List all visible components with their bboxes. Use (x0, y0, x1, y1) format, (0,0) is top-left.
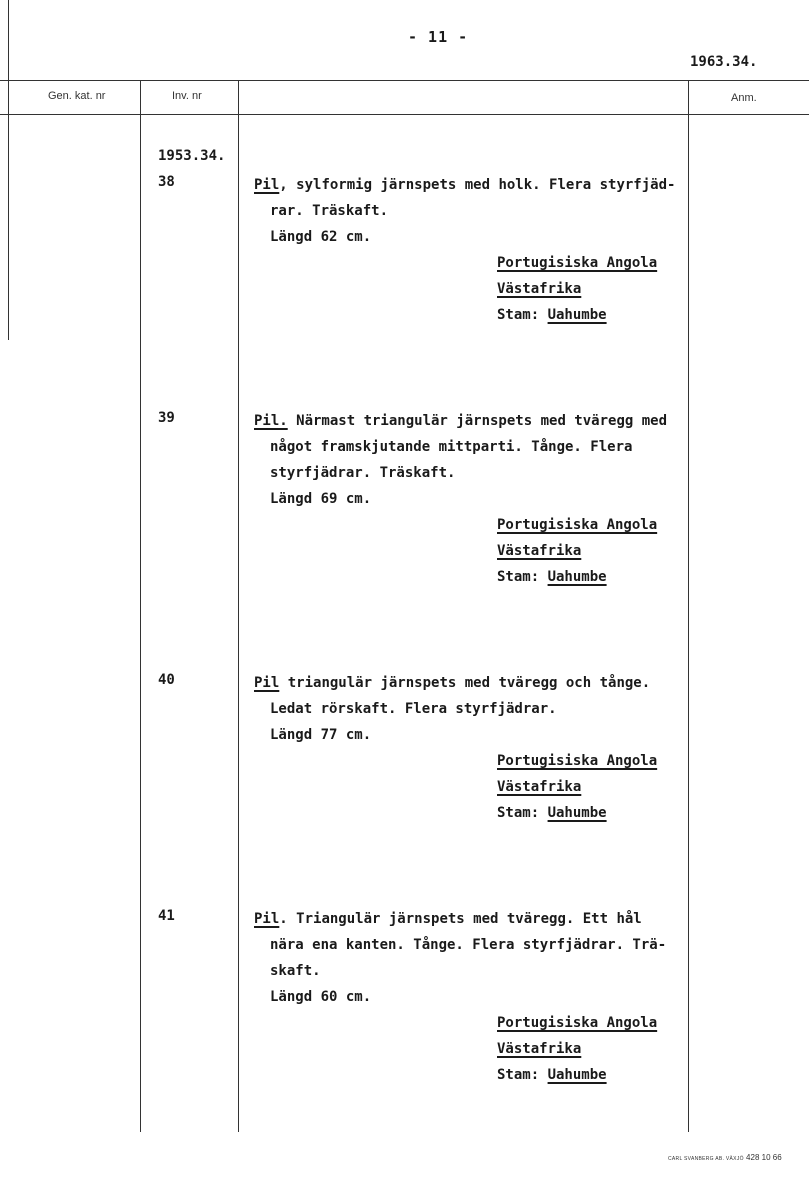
object-name: Pil (254, 911, 280, 927)
column-divider-2 (238, 80, 239, 1132)
stam-label: Stam: (497, 307, 548, 323)
description-line: något framskjutande mittparti. Tånge. Flera (270, 439, 633, 455)
page-number: - 11 - (408, 28, 469, 46)
left-margin-rule (8, 0, 9, 340)
object-name: Pil (254, 177, 280, 193)
inv-number: 39 (158, 410, 175, 426)
inv-prefix: 1953.34. (158, 148, 226, 164)
description-line: Närmast triangulär järnspets med tväregg med (287, 413, 668, 429)
area: Västafrika (497, 281, 582, 297)
description-line: triangulär järnspets med tväregg och tånge. (279, 675, 651, 691)
tribe: Uahumbe (547, 1067, 607, 1083)
area: Västafrika (497, 1041, 582, 1057)
printer-name: CARL SVANBERG AB. VÄXJÖ (668, 1156, 744, 1162)
object-name: Pil (254, 675, 280, 691)
description-line: styrfjädrar. Träskaft. (270, 465, 456, 481)
column-header-inv: Inv. nr (172, 90, 202, 102)
description-line: Längd 69 cm. (270, 491, 372, 507)
description-line: Längd 62 cm. (270, 229, 372, 245)
description-line: Ledat rörskaft. Flera styrfjädrar. (270, 701, 557, 717)
description-line: Längd 60 cm. (270, 989, 372, 1005)
description-line: , sylformig järnspets med holk. Flera styrfjäd- (279, 177, 676, 193)
reference-number: 1963.34. (690, 54, 758, 70)
region: Portugisiska Angola (497, 753, 658, 769)
area: Västafrika (497, 543, 582, 559)
region: Portugisiska Angola (497, 1015, 658, 1031)
column-header-anm: Anm. (731, 92, 757, 104)
description-line: rar. Träskaft. (270, 203, 389, 219)
catalog-entry (254, 172, 686, 328)
stam-label: Stam: (497, 1067, 548, 1083)
tribe: Uahumbe (547, 805, 607, 821)
catalog-entry (254, 408, 686, 590)
object-name: Pil. (254, 413, 288, 429)
inv-number: 38 (158, 174, 175, 190)
form-code: 428 10 66 (746, 1153, 782, 1162)
description-line: . Triangulär järnspets med tväregg. Ett hål (279, 911, 642, 927)
stam-label: Stam: (497, 569, 548, 585)
description-line: Längd 77 cm. (270, 727, 372, 743)
catalog-entry (254, 670, 686, 826)
column-divider-3 (688, 80, 689, 1132)
column-divider-1 (140, 80, 141, 1132)
inv-number: 40 (158, 672, 175, 688)
region: Portugisiska Angola (497, 255, 658, 271)
inv-number: 41 (158, 908, 175, 924)
description-line: skaft. (270, 963, 321, 979)
tribe: Uahumbe (547, 569, 607, 585)
region: Portugisiska Angola (497, 517, 658, 533)
column-header-gen-kat: Gen. kat. nr (48, 90, 106, 102)
stam-label: Stam: (497, 805, 548, 821)
tribe: Uahumbe (547, 307, 607, 323)
catalog-entry (254, 906, 686, 1088)
description-line: nära ena kanten. Tånge. Flera styrfjädrar. Trä- (270, 937, 667, 953)
printer-imprint (668, 1153, 782, 1162)
area: Västafrika (497, 779, 582, 795)
